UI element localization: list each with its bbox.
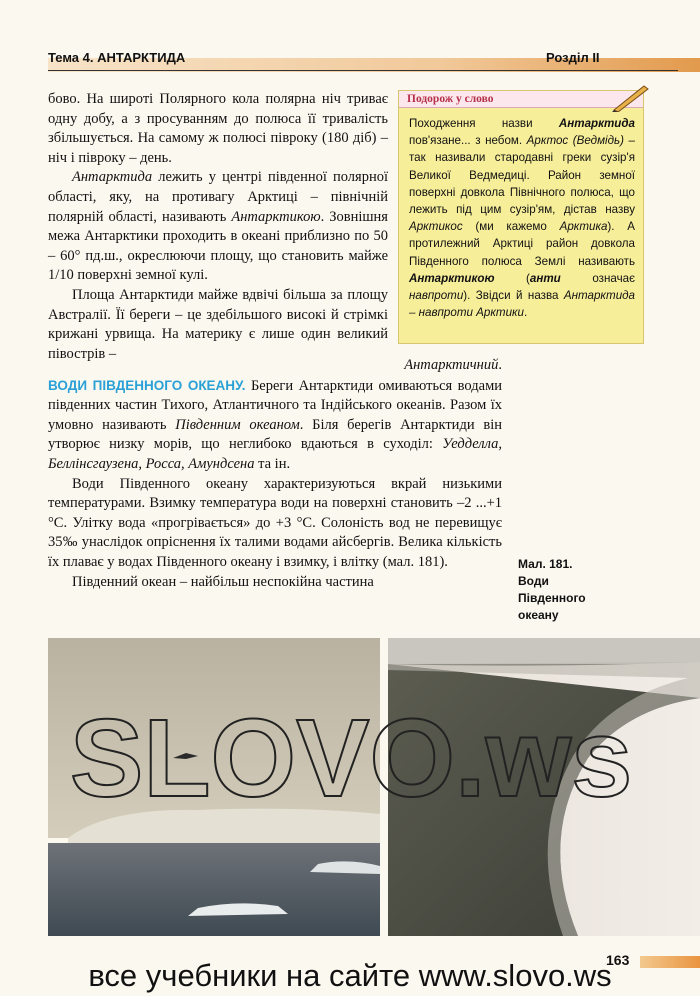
paragraph-area bbox=[48, 286, 388, 364]
text-span: ). А протилежний Арктиці район довкола Південного полюса Землі називають bbox=[409, 220, 635, 268]
watermark-logo bbox=[70, 700, 670, 810]
paragraph-polar-night: бово. На широті Полярного кола полярна ніч триває одну добу, а з просуванням до полюса її тривалість збільшується. На самому ж полюсі півроку (180 діб) – ніч і півроку – день. bbox=[48, 91, 388, 166]
page-number: 163 bbox=[606, 952, 630, 968]
full-width-text bbox=[48, 356, 502, 592]
term-bold: Антарктида bbox=[558, 117, 635, 130]
section-heading: ВОДИ ПІВДЕННОГО ОКЕАНУ. bbox=[48, 377, 246, 393]
text-span: означає bbox=[560, 271, 635, 285]
figure-caption bbox=[518, 556, 618, 624]
text-span: Береги Антарктиди омиваються водами південних частин Тихого, Атлантичного та Індійського океанів. Разом їх умовно називають bbox=[48, 377, 502, 433]
text-span: . Зовнішня межа Антарктики проходить в океані приблизно по 50 – 60° пд.ш., окреслюючи площу, що становить майже 1/10 поверхні земної кулі. bbox=[48, 208, 388, 284]
term-bold: Антарктикою bbox=[409, 271, 495, 285]
page-header bbox=[0, 44, 700, 74]
paragraph-temperature: Води Південного океану характеризуються вкрай низькими температурами. Взимку температура води на поверхні становить –2 ...+1 °С. Улітку вода «прогрівається» до +3 °С. Солоність вод не перевищує 35‰ унаслідок опріснення їх талими водами айсбергів. Велика кількість їх плаває у водах Південного океану і взимку, і влітку (мал. 181). bbox=[48, 475, 502, 570]
text-span: та ін. bbox=[254, 455, 291, 472]
word-journey-box bbox=[398, 90, 644, 344]
text-span: ( bbox=[494, 271, 530, 285]
text-span: пов'язане... з небом. bbox=[409, 134, 527, 148]
header-rule bbox=[48, 70, 678, 71]
term-seas: Уедделла, Беллінсгаузена, Росса, Амундсена bbox=[48, 436, 502, 472]
term-italic: Арктика bbox=[559, 220, 608, 234]
watermark-text: SLOVO.ws bbox=[70, 700, 633, 810]
term-antarctida: Антарктида bbox=[72, 169, 153, 186]
term-italic: Антарктида – навпроти Арктики bbox=[409, 289, 635, 320]
term-italic: Арктос (Ведмідь) bbox=[526, 134, 624, 148]
text-span: (ми кажемо bbox=[462, 220, 560, 234]
text-span: Походження назви bbox=[409, 117, 559, 130]
paragraph-southern-ocean bbox=[48, 376, 502, 475]
text-span: лежить у центрі південної полярної області, яку, на противагу Арктиці – північній полярній області, називають bbox=[48, 169, 388, 225]
sidebox-title: Подорож у слово bbox=[399, 91, 643, 108]
term-italic: Арктикос bbox=[409, 220, 463, 234]
paragraph-restless: Південний океан – найбільш неспокійна частина bbox=[72, 573, 374, 590]
topic-title: Тема 4. АНТАРКТИДА bbox=[48, 50, 186, 65]
text-span: . bbox=[498, 357, 502, 373]
pen-icon bbox=[610, 82, 650, 112]
caption-line: Води bbox=[518, 574, 549, 588]
paragraph-peninsula bbox=[48, 356, 502, 376]
term-italic: навпроти bbox=[409, 289, 464, 303]
text-span: ). Звідси й назва bbox=[463, 289, 564, 303]
text-span: . bbox=[523, 306, 528, 320]
site-footer: все учебники на сайте www.slovo.ws bbox=[88, 958, 612, 993]
text-span: . Біля берегів Антарктиди він утворює низку морів, що неглибоко вдаються в суходіл: bbox=[48, 416, 502, 453]
caption-line: Південного bbox=[518, 591, 586, 605]
caption-line: Мал. 181. bbox=[518, 557, 573, 571]
term-bold: анти bbox=[529, 271, 561, 285]
term-southern-ocean: Південним океаном bbox=[175, 416, 300, 433]
term-antarktika: Антарктикою bbox=[231, 208, 321, 225]
main-text-column bbox=[48, 90, 388, 364]
term-peninsula: Антарктичний bbox=[404, 357, 499, 373]
sidebox-body bbox=[409, 115, 635, 321]
text-span: – так називали стародавні греки сузір'я Великої Ведмедиці. Район земної поверхні довкола Північного полюса, що лежить під цим сузір'ям, дістав назву bbox=[409, 134, 635, 217]
section-title: Розділ ІІ bbox=[546, 50, 600, 65]
text-span: Площа Антарктиди майже вдвічі більша за площу Австралії. Її береги – це здебільшого високі й стрімкі крижані урвища. На материку є лише один великий півострів – bbox=[48, 286, 388, 362]
paragraph-antarctica bbox=[48, 168, 388, 286]
caption-line: океану bbox=[518, 608, 559, 622]
